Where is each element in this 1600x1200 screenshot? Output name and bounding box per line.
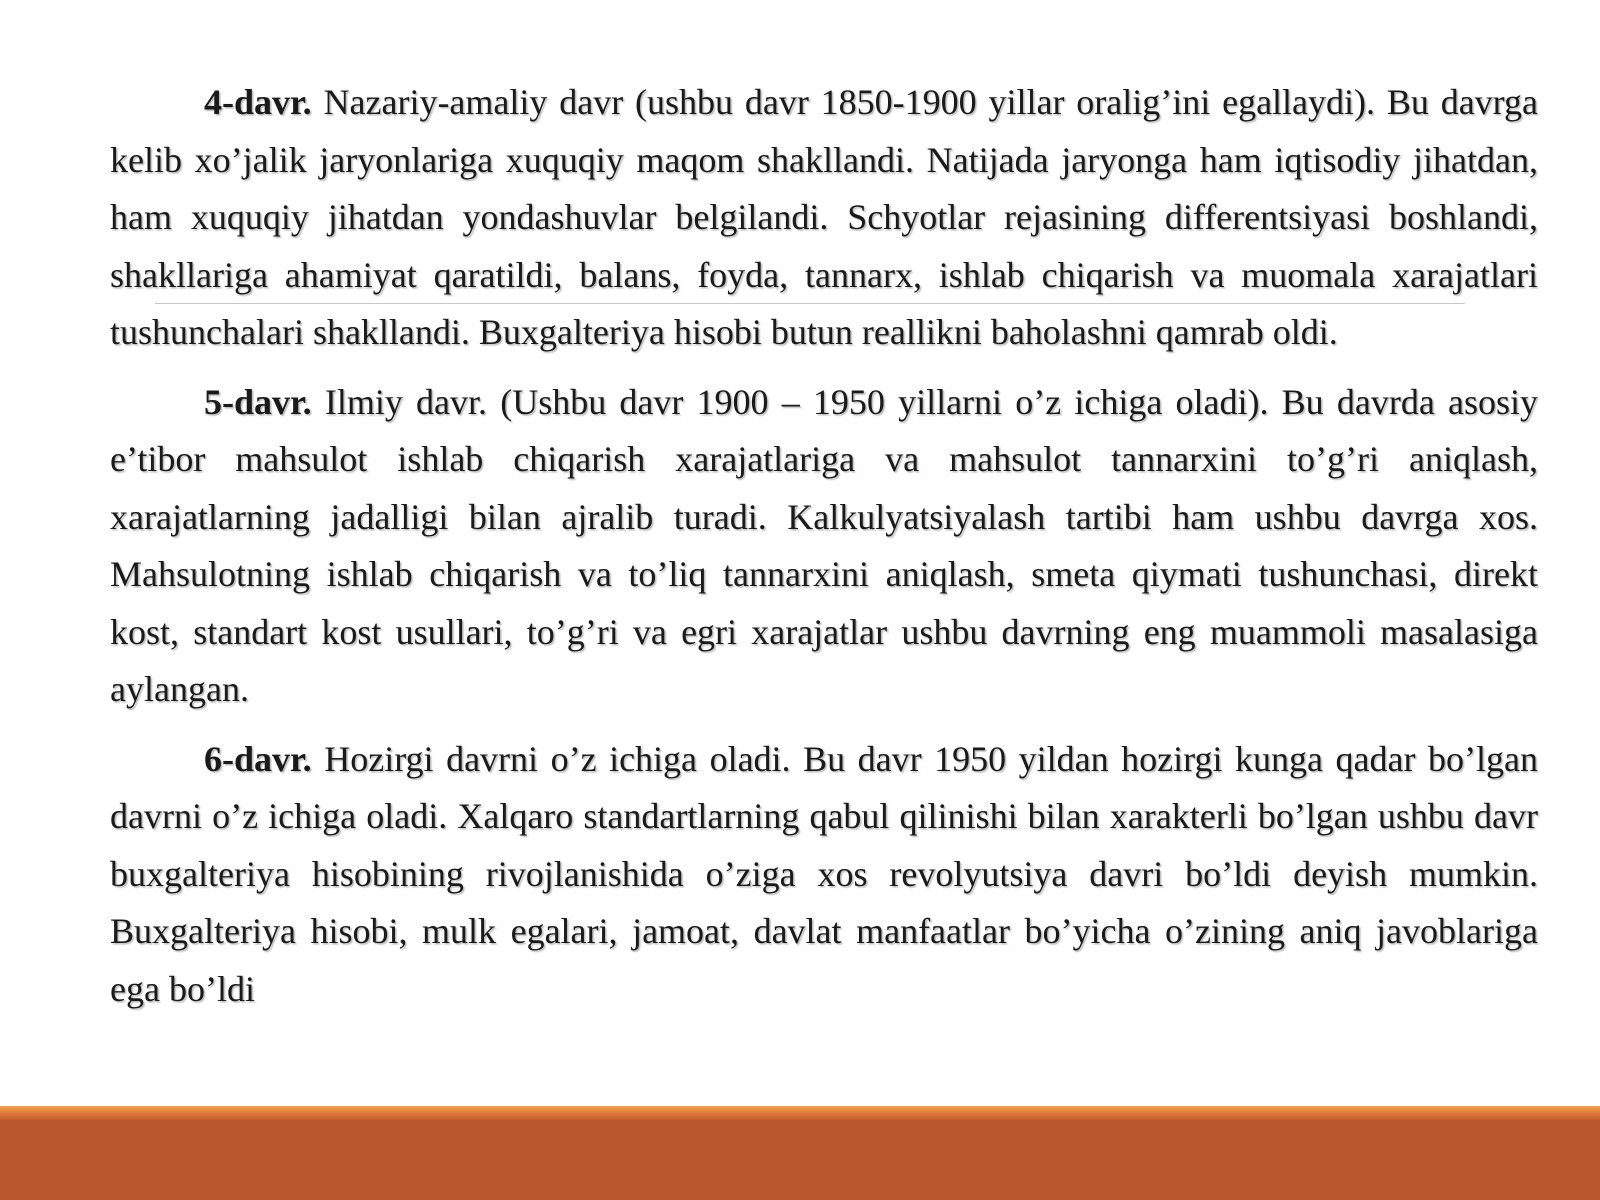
period-5-text: Ilmiy davr. (Ushbu davr 1900 – 1950 yillarni o’z ichiga oladi). Bu davrda asosiy e’tibor mahsulot ishlab chiqarish xarajatlariga va mahsulot tannarxini to’g’ri aniqlash, xarajatlarning jadalligi bilan ajralib turadi. Kalkulyatsiyalash tartibi ham ushbu davrga xos. Mahsulotning ishlab chiqarish va to’liq tannarxini aniqlash, smeta qiymati tushunchasi, direkt kost, standart kost usullari, to’g’ri va egri xarajatlar ushbu davrning eng muammoli masalasiga aylangan. <box>110 381 1538 709</box>
paragraph-period-5 <box>110 374 1538 719</box>
divider-line <box>155 303 1465 304</box>
paragraph-period-4 <box>110 74 1538 362</box>
paragraph-period-6 <box>110 731 1538 1019</box>
footer-band <box>0 1108 1600 1200</box>
period-5-heading: 5-davr. <box>204 381 312 422</box>
period-6-heading: 6-davr. <box>204 738 312 779</box>
period-4-heading: 4-davr. <box>204 82 312 122</box>
period-4-text: Nazariy-amaliy davr (ushbu davr 1850-1900 yillar oralig’ini egallaydi). Bu davrga kelib xo’jalik jaryonlariga xuquqiy maqom shakllandi. Natijada jaryonga ham iqtisodiy jihatdan, ham xuquqiy jihatdan yondashuvlar belgilandi. Schyotlar rejasining differentsiyasi boshlandi, shakllariga ahamiyat qaratildi, balans, foyda, tannarx, ishlab chiqarish va muomala xarajatlari tushunchalari shakllandi. Buxgalteriya hisobi butun reallikni baholashni qamrab oldi. <box>110 82 1538 352</box>
period-6-text: Hozirgi davrni o’z ichiga oladi. Bu davr 1950 yildan hozirgi kunga qadar bo’lgan davrni o’z ichiga oladi. Xalqaro standartlarning qabul qilinishi bilan xarakterli bo’lgan ushbu davr buxgalteriya hisobining rivojlanishida o’ziga xos revolyutsiya davri bo’ldi deyish mumkin. Buxgalteriya hisobi, mulk egalari, jamoat, davlat manfaatlar bo’yicha o’zining aniq javoblariga ega bo’ldi <box>110 738 1538 1009</box>
slide-text-body <box>110 74 1538 1030</box>
footer-accent-stripe <box>0 1106 1600 1120</box>
